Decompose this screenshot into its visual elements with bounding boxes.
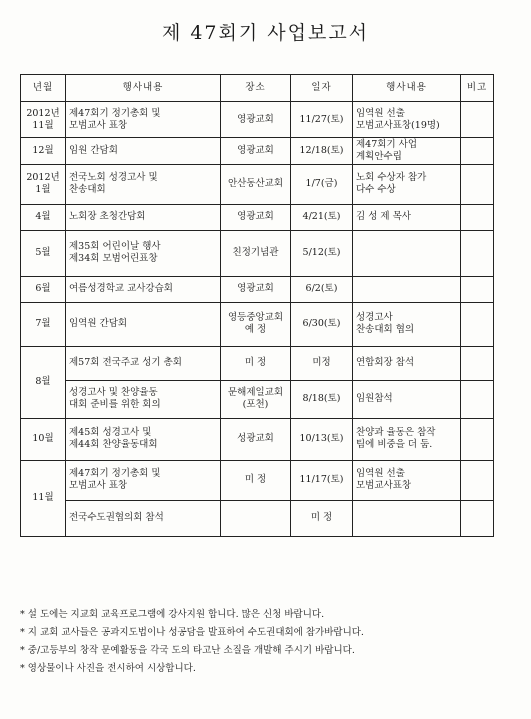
table-row	[21, 138, 494, 165]
cell-note	[461, 276, 494, 302]
table-row	[21, 230, 494, 276]
cell-note	[461, 460, 494, 500]
cell-note	[461, 164, 494, 204]
table-row	[21, 346, 494, 380]
cell-month: 5월	[21, 230, 66, 276]
cell-result: 성경고사 찬송대회 협의	[353, 302, 461, 346]
cell-month: 11월	[21, 460, 66, 536]
cell-result: 연합회장 참석	[353, 346, 461, 380]
cell-date: 미정	[291, 346, 353, 380]
cell-result	[353, 500, 461, 536]
table-row	[21, 500, 494, 536]
cell-result: 임원참석	[353, 380, 461, 418]
cell-content: 성경고사 및 찬양율동 대회 준비를 위한 회의	[66, 380, 221, 418]
cell-result: 찬양과 율동은 참작 팀에 비중을 더 둠.	[353, 418, 461, 460]
cell-place	[221, 500, 291, 536]
table-row	[21, 102, 494, 138]
cell-date: 4/21(토)	[291, 204, 353, 230]
cell-date: 6/30(토)	[291, 302, 353, 346]
cell-content: 임원 간담회	[66, 138, 221, 165]
cell-note	[461, 138, 494, 165]
cell-place: 영광교회	[221, 204, 291, 230]
cell-month: 6월	[21, 276, 66, 302]
cell-result: 제47회기 사업 계획안수립	[353, 138, 461, 165]
table-row	[21, 276, 494, 302]
table-row	[21, 164, 494, 204]
header-month: 년월	[21, 75, 66, 102]
cell-content: 제57회 전국주교 성기 총회	[66, 346, 221, 380]
cell-note	[461, 346, 494, 380]
cell-content: 전국수도권협의회 참석	[66, 500, 221, 536]
cell-result: 노회 수상자 참가 다수 수상	[353, 164, 461, 204]
cell-content: 여름성경학교 교사강습회	[66, 276, 221, 302]
notes-list	[20, 606, 520, 678]
cell-content: 제47회기 정기총회 및 모범교사 표창	[66, 102, 221, 138]
cell-place: 영광교회	[221, 138, 291, 165]
cell-result: 김 성 제 목사	[353, 204, 461, 230]
header-date: 일자	[291, 75, 353, 102]
cell-date: 8/18(토)	[291, 380, 353, 418]
table-row	[21, 460, 494, 500]
cell-content: 전국노회 성경고사 및 찬송대회	[66, 164, 221, 204]
cell-month: 7월	[21, 302, 66, 346]
cell-date: 11/27(토)	[291, 102, 353, 138]
cell-month: 4월	[21, 204, 66, 230]
table-row	[21, 380, 494, 418]
cell-result: 임역원 선출 모범교사표창	[353, 460, 461, 500]
cell-note	[461, 418, 494, 460]
cell-date: 5/12(토)	[291, 230, 353, 276]
cell-month: 2012년 1월	[21, 164, 66, 204]
cell-note	[461, 230, 494, 276]
table-header-row	[21, 75, 494, 102]
cell-date: 미 정	[291, 500, 353, 536]
cell-result	[353, 276, 461, 302]
page-title: 제 47회기 사업보고서	[161, 22, 370, 44]
cell-content: 제45회 성경고사 및 제44회 찬양율동대회	[66, 418, 221, 460]
cell-date: 1/7(금)	[291, 164, 353, 204]
cell-place: 미 정	[221, 460, 291, 500]
table-row	[21, 418, 494, 460]
cell-month: 8월	[21, 346, 66, 418]
table-row	[21, 204, 494, 230]
cell-result: 임역원 선출 모범교사표창(19명)	[353, 102, 461, 138]
header-place: 장소	[221, 75, 291, 102]
cell-result	[353, 230, 461, 276]
cell-month: 2012년 11월	[21, 102, 66, 138]
cell-content: 노회장 초청간담회	[66, 204, 221, 230]
note-item: * 영상물이나 사진을 전시하여 시상합니다.	[20, 663, 196, 675]
note-item: * 중/고등부의 창작 문예활동을 각국 도의 타고난 소질을 개발해 주시기 바랍니다.	[20, 645, 355, 657]
header-note: 비고	[461, 75, 494, 102]
cell-note	[461, 102, 494, 138]
header-result: 행사내용	[353, 75, 461, 102]
note-item: * 설 도에는 지교회 교육프로그램에 강사지원 합니다. 많은 신청 바랍니다.	[20, 609, 325, 620]
cell-date: 10/13(토)	[291, 418, 353, 460]
cell-note	[461, 302, 494, 346]
cell-place: 성광교회	[221, 418, 291, 460]
cell-note	[461, 204, 494, 230]
cell-content: 임역원 간담회	[66, 302, 221, 346]
table-row	[21, 302, 494, 346]
cell-place: 영광교회	[221, 102, 291, 138]
cell-date: 11/17(토)	[291, 460, 353, 500]
note-item: * 지 교회 교사들은 공과지도법이나 성공담을 발표하여 수도권대회에 참가바랍니다.	[20, 627, 364, 639]
cell-content: 제47회기 정기총회 및 모범교사 표창	[66, 460, 221, 500]
cell-month: 10월	[21, 418, 66, 460]
cell-note	[461, 380, 494, 418]
cell-place: 안산동산교회	[221, 164, 291, 204]
cell-place: 영등중앙교회 예 정	[221, 302, 291, 346]
cell-date: 12/18(토)	[291, 138, 353, 165]
cell-month: 12월	[21, 138, 66, 165]
cell-content: 제35회 어린이날 행사 제34회 모범어린표창	[66, 230, 221, 276]
cell-place: 친정기념관	[221, 230, 291, 276]
report-table	[20, 74, 494, 537]
cell-place: 영광교회	[221, 276, 291, 302]
cell-place: 미 정	[221, 346, 291, 380]
header-content: 행사내용	[66, 75, 221, 102]
cell-place: 문해제일교회 (포천)	[221, 380, 291, 418]
cell-date: 6/2(토)	[291, 276, 353, 302]
cell-note	[461, 500, 494, 536]
